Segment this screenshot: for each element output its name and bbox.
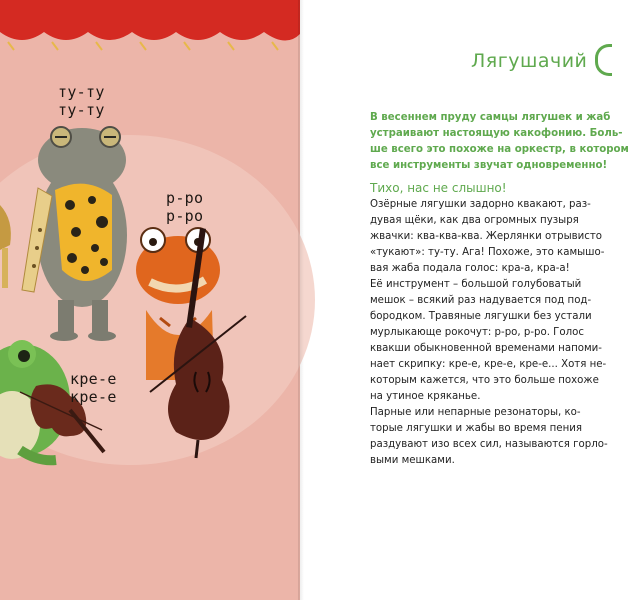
body-line: торые лягушки и жабы во время пения [370, 423, 582, 434]
body-line: Её инструмент – большой голубоватый [370, 279, 582, 290]
body-line: «тукают»: ту-ту. Ага! Похоже, это камышо- [370, 247, 605, 258]
body-paragraph [370, 197, 610, 469]
body-line: вая жаба подала голос: кра-а, кра-а! [370, 263, 570, 274]
text-page [304, 0, 629, 600]
sound-label-kree [70, 370, 117, 406]
illustration-page [0, 0, 300, 600]
body-line: которым кажется, что это больше похоже [370, 375, 599, 386]
body-line: Озёрные лягушки задорно квакают, раз- [370, 199, 591, 210]
intro-line: ше всего это похоже на оркестр, в котором [370, 144, 629, 155]
body-line: раздувают изо всех сил, называются горло- [370, 439, 608, 450]
body-line: квакши обыкновенной временами напоми- [370, 343, 602, 354]
body-line: выми мешками. [370, 455, 455, 466]
sound-line: кре-е [70, 388, 117, 406]
sound-line: ту-ту [58, 101, 105, 119]
sound-line: кре-е [70, 370, 117, 388]
sound-label-tutu [58, 83, 105, 119]
body-line: мурлыкающе рокочут: р-ро, р-ро. Голос [370, 327, 584, 338]
intro-paragraph [370, 110, 629, 174]
body-line: на утиное кряканье. [370, 391, 481, 402]
body-line: нает скрипку: кре-е, кре-е, кре-е... Хотя не- [370, 359, 607, 370]
section-subheading: Тихо, нас не слышно! [370, 181, 507, 195]
body-line: жвачки: ква-ква-ква. Жерлянки отрывисто [370, 231, 603, 242]
body-line: дувая щёки, как два огромных пузыря [370, 215, 579, 226]
sound-line: ту-ту [58, 83, 105, 101]
intro-line: устраивают настоящую какофонию. Боль- [370, 128, 623, 139]
body-line: Парные или непарные резонаторы, ко- [370, 407, 581, 418]
body-line: бородком. Травяные лягушки без устали [370, 311, 592, 322]
frog-orchestra-illustration [0, 0, 300, 600]
page-title: Лягушачий [471, 50, 588, 72]
body-line: мешок – всякий раз надувается под под- [370, 295, 592, 306]
sound-label-rro [166, 189, 203, 225]
stage-curtain [0, 0, 300, 50]
title-continuation-glyph [595, 44, 612, 76]
intro-line: В весеннем пруду самцы лягушек и жаб [370, 112, 611, 123]
sound-line: р-ро [166, 189, 204, 207]
sound-line: р-ро [166, 207, 204, 225]
intro-line: все инструменты звучат одновременно! [370, 160, 608, 171]
